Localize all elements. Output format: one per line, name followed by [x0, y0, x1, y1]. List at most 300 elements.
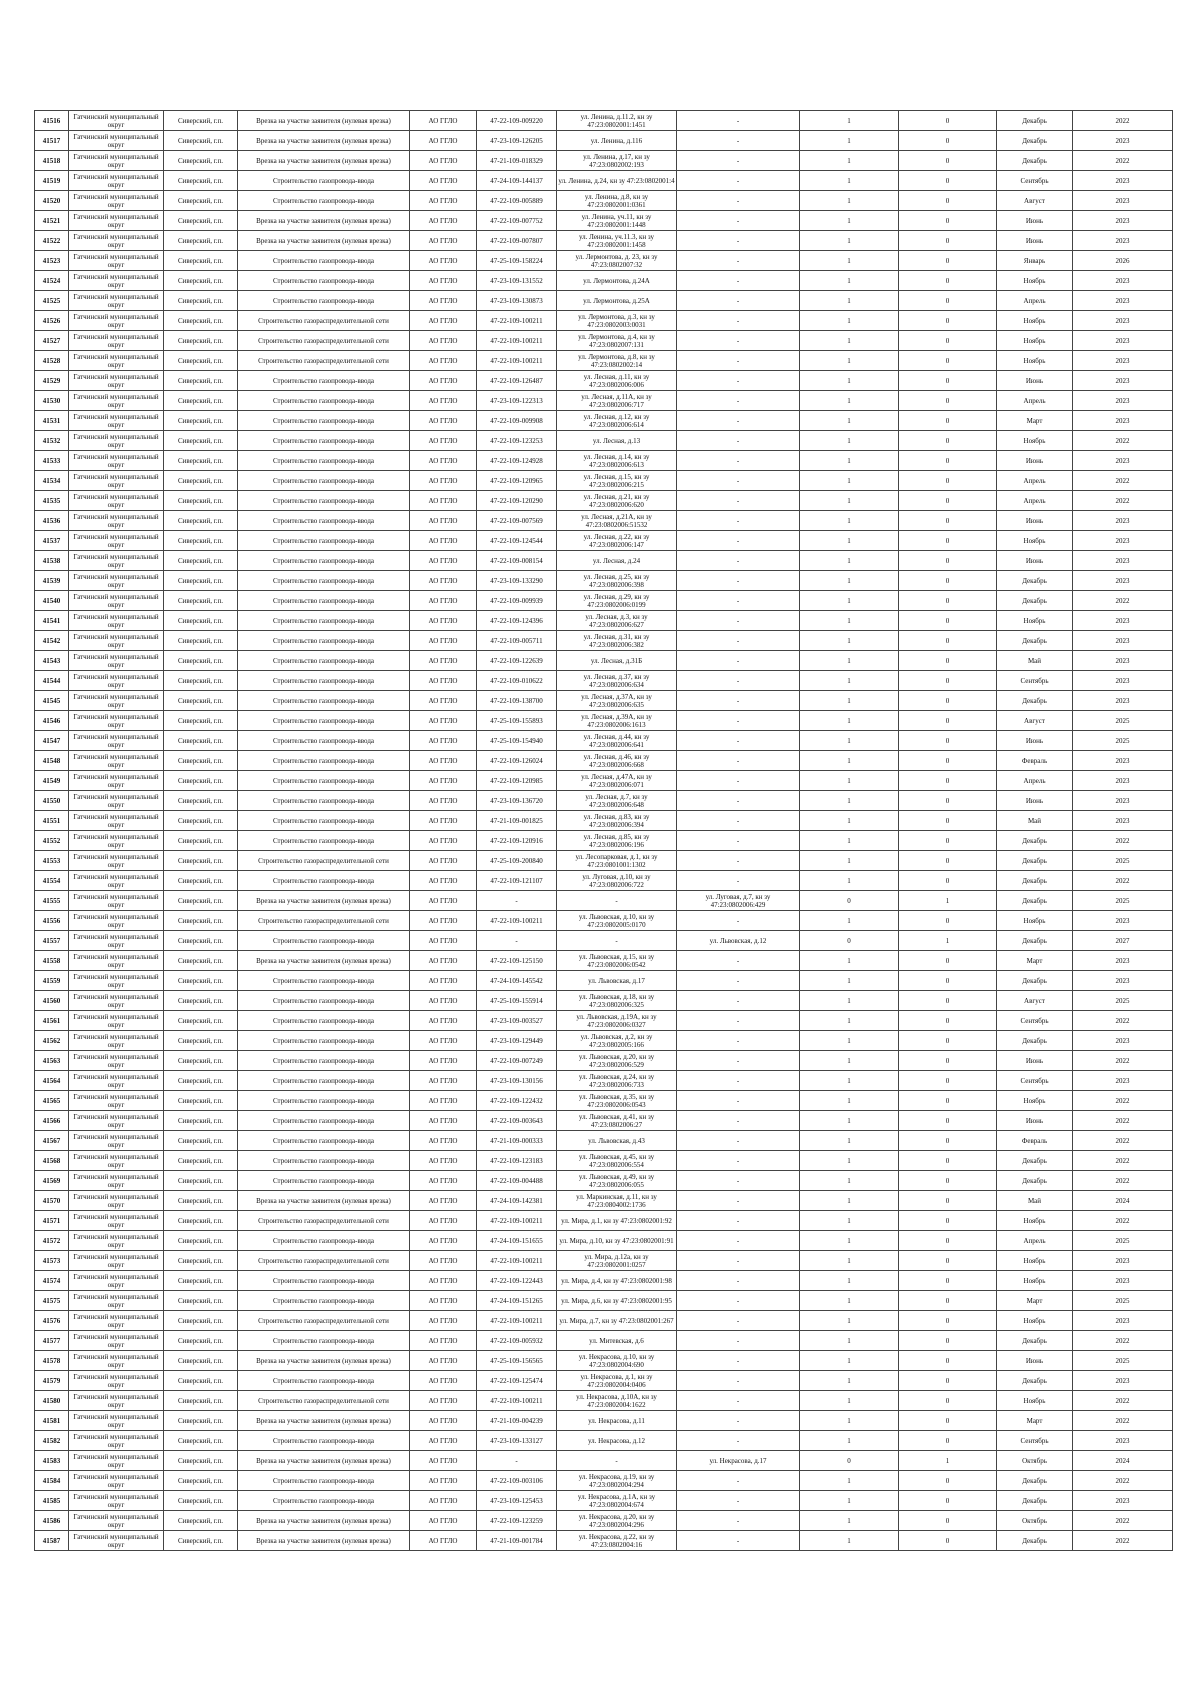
cell-qty_b: 0 — [899, 1171, 997, 1191]
cell-application: 47-21-109-001784 — [477, 1531, 557, 1551]
cell-application: 47-22-109-120290 — [477, 491, 557, 511]
cell-settlement: Сиверский, г.п. — [164, 311, 238, 331]
cell-address_a: ул. Львовская, д.19А, кн зу 47:23:0802006:0327 — [557, 1011, 677, 1031]
cell-year: 2023 — [1073, 1431, 1173, 1451]
cell-year: 2022 — [1073, 1511, 1173, 1531]
cell-address_b: - — [677, 1111, 800, 1131]
table-row — [35, 1091, 1173, 1111]
cell-month: Ноябрь — [997, 431, 1073, 451]
cell-address_b: - — [677, 1371, 800, 1391]
cell-qty_a: 1 — [800, 1251, 899, 1271]
cell-operator: АО ГГЛО — [410, 331, 477, 351]
cell-settlement: Сиверский, г.п. — [164, 831, 238, 851]
cell-application: 47-23-109-125453 — [477, 1491, 557, 1511]
cell-address_a: ул. Лесная, д.15, кн зу 47:23:0802006:215 — [557, 471, 677, 491]
cell-month: Декабрь — [997, 1471, 1073, 1491]
cell-address_a: ул. Львовская, д.10, кн зу 47:23:0802005:0170 — [557, 911, 677, 931]
cell-address_b: - — [677, 871, 800, 891]
cell-year: 2023 — [1073, 611, 1173, 631]
table-row — [35, 711, 1173, 731]
cell-qty_a: 1 — [800, 311, 899, 331]
cell-address_a: ул. Мира, д.1, кн зу 47:23:0802001:92 — [557, 1211, 677, 1231]
cell-year: 2022 — [1073, 1051, 1173, 1071]
cell-settlement: Сиверский, г.п. — [164, 1371, 238, 1391]
cell-address_a: ул. Лесная, д.29, кн зу 47:23:0802006:0199 — [557, 591, 677, 611]
cell-month: Декабрь — [997, 971, 1073, 991]
cell-address_b: - — [677, 1311, 800, 1331]
cell-no: 41536 — [35, 511, 69, 531]
table-row — [35, 811, 1173, 831]
cell-month: Август — [997, 191, 1073, 211]
cell-settlement: Сиверский, г.п. — [164, 1151, 238, 1171]
cell-qty_a: 1 — [800, 471, 899, 491]
cell-qty_a: 1 — [800, 171, 899, 191]
cell-operator: АО ГГЛО — [410, 291, 477, 311]
cell-month: Декабрь — [997, 571, 1073, 591]
cell-qty_a: 1 — [800, 291, 899, 311]
cell-address_b: - — [677, 691, 800, 711]
cell-address_a: ул. Лесная, д.31, кн зу 47:23:0802006:382 — [557, 631, 677, 651]
cell-qty_b: 0 — [899, 831, 997, 851]
cell-year: 2023 — [1073, 951, 1173, 971]
cell-year: 2023 — [1073, 1491, 1173, 1511]
cell-month: Сентябрь — [997, 1071, 1073, 1091]
cell-application: 47-23-109-129449 — [477, 1031, 557, 1051]
cell-month: Март — [997, 1411, 1073, 1431]
cell-no: 41559 — [35, 971, 69, 991]
cell-month: Декабрь — [997, 631, 1073, 651]
cell-address_a: ул. Некрасова, д.1, кн зу 47:23:0802004:0406 — [557, 1371, 677, 1391]
cell-no: 41571 — [35, 1211, 69, 1231]
cell-qty_a: 1 — [800, 1511, 899, 1531]
cell-address_b: - — [677, 611, 800, 631]
cell-month: Декабрь — [997, 1331, 1073, 1351]
cell-settlement: Сиверский, г.п. — [164, 191, 238, 211]
cell-address_b: - — [677, 251, 800, 271]
cell-address_a: ул. Ленина, уч.11.3, кн зу 47:23:0802001:1458 — [557, 231, 677, 251]
cell-address_a: ул. Львовская, д.2, кн зу 47:23:0802005:166 — [557, 1031, 677, 1051]
cell-month: Декабрь — [997, 591, 1073, 611]
cell-no: 41584 — [35, 1471, 69, 1491]
cell-application: 47-22-109-125150 — [477, 951, 557, 971]
cell-settlement: Сиверский, г.п. — [164, 531, 238, 551]
cell-work_type: Строительство газопровода-ввода — [238, 771, 410, 791]
cell-address_b: - — [677, 271, 800, 291]
cell-month: Сентябрь — [997, 1431, 1073, 1451]
cell-address_b: ул. Некрасова, д.17 — [677, 1451, 800, 1471]
cell-month: Ноябрь — [997, 1211, 1073, 1231]
cell-year: 2025 — [1073, 991, 1173, 1011]
cell-address_b: - — [677, 1351, 800, 1371]
cell-settlement: Сиверский, г.п. — [164, 811, 238, 831]
cell-qty_b: 0 — [899, 131, 997, 151]
cell-address_a: ул. Лесная, д.11, кн зу 47:23:0802006:006 — [557, 371, 677, 391]
cell-year: 2022 — [1073, 591, 1173, 611]
cell-address_b: - — [677, 171, 800, 191]
cell-address_b: - — [677, 1231, 800, 1251]
cell-address_b: - — [677, 811, 800, 831]
cell-operator: АО ГГЛО — [410, 1031, 477, 1051]
cell-municipality: Гатчинский муниципальный округ — [69, 131, 164, 151]
cell-application: 47-23-109-131552 — [477, 271, 557, 291]
cell-address_b: ул. Луговая, д.7, кн зу 47:23:0802006:429 — [677, 891, 800, 911]
cell-settlement: Сиверский, г.п. — [164, 291, 238, 311]
cell-work_type: Строительство газопровода-ввода — [238, 631, 410, 651]
cell-settlement: Сиверский, г.п. — [164, 1051, 238, 1071]
cell-address_b: - — [677, 1051, 800, 1071]
cell-operator: АО ГГЛО — [410, 1511, 477, 1531]
table-row — [35, 1451, 1173, 1471]
cell-month: Апрель — [997, 491, 1073, 511]
cell-application: 47-22-109-120965 — [477, 471, 557, 491]
cell-address_a: ул. Митевская, д.6 — [557, 1331, 677, 1351]
cell-work_type: Строительство газораспределительной сети — [238, 1311, 410, 1331]
table-row — [35, 1331, 1173, 1351]
cell-qty_a: 1 — [800, 591, 899, 611]
cell-address_a: ул. Некрасова, д.19, кн зу 47:23:0802004:294 — [557, 1471, 677, 1491]
cell-year: 2023 — [1073, 331, 1173, 351]
cell-qty_b: 0 — [899, 811, 997, 831]
cell-settlement: Сиверский, г.п. — [164, 371, 238, 391]
cell-qty_b: 0 — [899, 991, 997, 1011]
cell-operator: АО ГГЛО — [410, 1371, 477, 1391]
cell-year: 2023 — [1073, 1271, 1173, 1291]
cell-month: Апрель — [997, 291, 1073, 311]
table-row — [35, 1231, 1173, 1251]
cell-address_a: ул. Ленина, д.17, кн зу 47:23:0802002:193 — [557, 151, 677, 171]
cell-operator: АО ГГЛО — [410, 1051, 477, 1071]
cell-qty_a: 1 — [800, 1091, 899, 1111]
cell-settlement: Сиверский, г.п. — [164, 931, 238, 951]
table-row — [35, 1011, 1173, 1031]
cell-work_type: Строительство газопровода-ввода — [238, 531, 410, 551]
cell-application: 47-22-109-005889 — [477, 191, 557, 211]
cell-qty_a: 1 — [800, 251, 899, 271]
cell-operator: АО ГГЛО — [410, 751, 477, 771]
cell-work_type: Врезка на участке заявителя (нулевая врезка) — [238, 1511, 410, 1531]
cell-address_b: - — [677, 1071, 800, 1091]
table-row — [35, 731, 1173, 751]
cell-no: 41528 — [35, 351, 69, 371]
cell-address_a: ул. Львовская, д.18, кн зу 47:23:0802006:325 — [557, 991, 677, 1011]
cell-settlement: Сиверский, г.п. — [164, 971, 238, 991]
cell-settlement: Сиверский, г.п. — [164, 1091, 238, 1111]
cell-no: 41518 — [35, 151, 69, 171]
table-row — [35, 391, 1173, 411]
cell-municipality: Гатчинский муниципальный округ — [69, 331, 164, 351]
table-row — [35, 171, 1173, 191]
cell-work_type: Строительство газопровода-ввода — [238, 811, 410, 831]
cell-settlement: Сиверский, г.п. — [164, 171, 238, 191]
cell-address_b: - — [677, 1391, 800, 1411]
cell-settlement: Сиверский, г.п. — [164, 651, 238, 671]
cell-address_b: - — [677, 1211, 800, 1231]
cell-qty_a: 1 — [800, 531, 899, 551]
cell-year: 2023 — [1073, 671, 1173, 691]
cell-work_type: Строительство газопровода-ввода — [238, 791, 410, 811]
cell-qty_b: 0 — [899, 331, 997, 351]
cell-year: 2025 — [1073, 1291, 1173, 1311]
cell-application: - — [477, 1451, 557, 1471]
cell-municipality: Гатчинский муниципальный округ — [69, 351, 164, 371]
cell-municipality: Гатчинский муниципальный округ — [69, 211, 164, 231]
cell-operator: АО ГГЛО — [410, 451, 477, 471]
table-row — [35, 1191, 1173, 1211]
cell-municipality: Гатчинский муниципальный округ — [69, 771, 164, 791]
cell-operator: АО ГГЛО — [410, 1291, 477, 1311]
cell-month: Ноябрь — [997, 1391, 1073, 1411]
cell-qty_b: 0 — [899, 731, 997, 751]
cell-operator: АО ГГЛО — [410, 1091, 477, 1111]
cell-municipality: Гатчинский муниципальный округ — [69, 951, 164, 971]
cell-month: Ноябрь — [997, 1091, 1073, 1111]
cell-qty_b: 0 — [899, 351, 997, 371]
table-row — [35, 511, 1173, 531]
cell-application: 47-22-109-100211 — [477, 311, 557, 331]
cell-operator: АО ГГЛО — [410, 1171, 477, 1191]
cell-municipality: Гатчинский муниципальный округ — [69, 1351, 164, 1371]
cell-qty_b: 0 — [899, 1431, 997, 1451]
table-row — [35, 191, 1173, 211]
cell-address_b: - — [677, 111, 800, 131]
cell-address_a: ул. Лесная, д.11А, кн зу 47:23:0802006:717 — [557, 391, 677, 411]
cell-application: 47-23-109-003527 — [477, 1011, 557, 1031]
cell-year: 2022 — [1073, 1151, 1173, 1171]
cell-month: Июнь — [997, 1351, 1073, 1371]
cell-address_a: ул. Львовская, д.41, кн зу 47:23:0802006:27 — [557, 1111, 677, 1131]
cell-municipality: Гатчинский муниципальный округ — [69, 1431, 164, 1451]
cell-work_type: Врезка на участке заявителя (нулевая врезка) — [238, 1531, 410, 1551]
cell-settlement: Сиверский, г.п. — [164, 591, 238, 611]
cell-settlement: Сиверский, г.п. — [164, 1011, 238, 1031]
cell-municipality: Гатчинский муниципальный округ — [69, 411, 164, 431]
cell-address_a: ул. Лермонтова, д. 23, кн зу 47:23:0802007:32 — [557, 251, 677, 271]
cell-operator: АО ГГЛО — [410, 1331, 477, 1351]
cell-month: Май — [997, 1191, 1073, 1211]
cell-work_type: Строительство газопровода-ввода — [238, 271, 410, 291]
cell-year: 2022 — [1073, 431, 1173, 451]
cell-qty_b: 0 — [899, 1511, 997, 1531]
cell-work_type: Врезка на участке заявителя (нулевая врезка) — [238, 1451, 410, 1471]
cell-month: Декабрь — [997, 931, 1073, 951]
cell-no: 41586 — [35, 1511, 69, 1531]
cell-application: 47-25-109-156565 — [477, 1351, 557, 1371]
cell-qty_b: 0 — [899, 1411, 997, 1431]
cell-municipality: Гатчинский муниципальный округ — [69, 231, 164, 251]
cell-month: Ноябрь — [997, 351, 1073, 371]
cell-qty_a: 1 — [800, 1491, 899, 1511]
table-row — [35, 691, 1173, 711]
cell-address_a: ул. Лесная, д.7, кн зу 47:23:0802006:648 — [557, 791, 677, 811]
table-row — [35, 1471, 1173, 1491]
cell-address_a: - — [557, 1451, 677, 1471]
cell-month: Апрель — [997, 771, 1073, 791]
cell-application: 47-25-109-155914 — [477, 991, 557, 1011]
cell-no: 41545 — [35, 691, 69, 711]
cell-year: 2023 — [1073, 811, 1173, 831]
cell-address_b: - — [677, 911, 800, 931]
cell-address_a: ул. Лесная, д.13 — [557, 431, 677, 451]
cell-qty_a: 1 — [800, 791, 899, 811]
cell-work_type: Строительство газопровода-ввода — [238, 1031, 410, 1051]
cell-address_a: ул. Лесная, д.21А, кн зу 47:23:0802006:51532 — [557, 511, 677, 531]
cell-qty_a: 1 — [800, 1411, 899, 1431]
cell-settlement: Сиверский, г.п. — [164, 1071, 238, 1091]
cell-qty_b: 1 — [899, 931, 997, 951]
cell-municipality: Гатчинский муниципальный округ — [69, 931, 164, 951]
cell-year: 2023 — [1073, 1371, 1173, 1391]
cell-qty_b: 0 — [899, 1231, 997, 1251]
cell-operator: АО ГГЛО — [410, 1251, 477, 1271]
cell-settlement: Сиверский, г.п. — [164, 631, 238, 651]
cell-month: Ноябрь — [997, 311, 1073, 331]
cell-municipality: Гатчинский муниципальный округ — [69, 751, 164, 771]
cell-settlement: Сиверский, г.п. — [164, 991, 238, 1011]
cell-qty_a: 1 — [800, 1151, 899, 1171]
cell-year: 2023 — [1073, 631, 1173, 651]
cell-municipality: Гатчинский муниципальный округ — [69, 911, 164, 931]
cell-no: 41552 — [35, 831, 69, 851]
cell-qty_a: 1 — [800, 691, 899, 711]
cell-operator: АО ГГЛО — [410, 1351, 477, 1371]
cell-qty_b: 0 — [899, 451, 997, 471]
cell-operator: АО ГГЛО — [410, 1411, 477, 1431]
cell-month: Сентябрь — [997, 671, 1073, 691]
cell-month: Май — [997, 811, 1073, 831]
cell-operator: АО ГГЛО — [410, 131, 477, 151]
cell-application: 47-22-109-005711 — [477, 631, 557, 651]
table-row — [35, 1151, 1173, 1171]
cell-address_a: ул. Некрасова, д.12 — [557, 1431, 677, 1451]
cell-operator: АО ГГЛО — [410, 991, 477, 1011]
cell-qty_b: 0 — [899, 1531, 997, 1551]
cell-address_b: - — [677, 391, 800, 411]
cell-operator: АО ГГЛО — [410, 1431, 477, 1451]
cell-address_a: ул. Ленина, д.116 — [557, 131, 677, 151]
cell-settlement: Сиверский, г.п. — [164, 1311, 238, 1331]
table-row — [35, 271, 1173, 291]
cell-year: 2023 — [1073, 571, 1173, 591]
cell-operator: АО ГГЛО — [410, 911, 477, 931]
cell-address_a: ул. Лермонтова, д.25А — [557, 291, 677, 311]
cell-municipality: Гатчинский муниципальный округ — [69, 391, 164, 411]
cell-settlement: Сиверский, г.п. — [164, 231, 238, 251]
cell-no: 41581 — [35, 1411, 69, 1431]
cell-application: 47-24-109-144137 — [477, 171, 557, 191]
cell-year: 2022 — [1073, 491, 1173, 511]
cell-operator: АО ГГЛО — [410, 791, 477, 811]
cell-municipality: Гатчинский муниципальный округ — [69, 1031, 164, 1051]
table-row — [35, 211, 1173, 231]
cell-operator: АО ГГЛО — [410, 711, 477, 731]
cell-municipality: Гатчинский муниципальный округ — [69, 691, 164, 711]
cell-municipality: Гатчинский муниципальный округ — [69, 811, 164, 831]
cell-settlement: Сиверский, г.п. — [164, 491, 238, 511]
cell-no: 41554 — [35, 871, 69, 891]
cell-year: 2023 — [1073, 971, 1173, 991]
cell-application: 47-25-109-158224 — [477, 251, 557, 271]
cell-work_type: Строительство газопровода-ввода — [238, 971, 410, 991]
cell-qty_a: 1 — [800, 131, 899, 151]
cell-municipality: Гатчинский муниципальный округ — [69, 371, 164, 391]
cell-year: 2022 — [1073, 1091, 1173, 1111]
cell-settlement: Сиверский, г.п. — [164, 251, 238, 271]
cell-work_type: Строительство газораспределительной сети — [238, 1211, 410, 1231]
cell-month: Март — [997, 951, 1073, 971]
cell-address_a: ул. Мира, д.4, кн зу 47:23:0802001:98 — [557, 1271, 677, 1291]
cell-application: 47-23-109-136720 — [477, 791, 557, 811]
cell-qty_a: 1 — [800, 651, 899, 671]
cell-no: 41587 — [35, 1531, 69, 1551]
cell-no: 41525 — [35, 291, 69, 311]
cell-address_a: ул. Некрасова, д.10, кн зу 47:23:0802004:690 — [557, 1351, 677, 1371]
cell-year: 2023 — [1073, 191, 1173, 211]
cell-no: 41547 — [35, 731, 69, 751]
cell-operator: АО ГГЛО — [410, 1151, 477, 1171]
cell-address_b: - — [677, 991, 800, 1011]
cell-work_type: Строительство газопровода-ввода — [238, 651, 410, 671]
cell-operator: АО ГГЛО — [410, 1111, 477, 1131]
cell-no: 41553 — [35, 851, 69, 871]
cell-work_type: Строительство газопровода-ввода — [238, 571, 410, 591]
cell-settlement: Сиверский, г.п. — [164, 1171, 238, 1191]
cell-address_b: - — [677, 1011, 800, 1031]
cell-qty_a: 1 — [800, 731, 899, 751]
cell-application: 47-21-109-001825 — [477, 811, 557, 831]
cell-address_a: ул. Лесная, д.37А, кн зу 47:23:0802006:635 — [557, 691, 677, 711]
cell-qty_a: 1 — [800, 411, 899, 431]
cell-no: 41578 — [35, 1351, 69, 1371]
cell-year: 2023 — [1073, 271, 1173, 291]
cell-application: 47-22-109-123183 — [477, 1151, 557, 1171]
cell-address_a: ул. Лермонтова, д.4, кн зу 47:23:0802007:131 — [557, 331, 677, 351]
cell-address_b: - — [677, 711, 800, 731]
table-row — [35, 371, 1173, 391]
cell-settlement: Сиверский, г.п. — [164, 791, 238, 811]
cell-operator: АО ГГЛО — [410, 1311, 477, 1331]
cell-address_a: ул. Лесопарковая, д.1, кн зу 47:23:0801001:1302 — [557, 851, 677, 871]
cell-municipality: Гатчинский муниципальный округ — [69, 511, 164, 531]
cell-settlement: Сиверский, г.п. — [164, 1251, 238, 1271]
cell-operator: АО ГГЛО — [410, 251, 477, 271]
table-row — [35, 411, 1173, 431]
cell-no: 41517 — [35, 131, 69, 151]
cell-address_b: - — [677, 591, 800, 611]
cell-qty_b: 0 — [899, 871, 997, 891]
cell-no: 41542 — [35, 631, 69, 651]
cell-no: 41526 — [35, 311, 69, 331]
cell-address_a: ул. Львовская, д.20, кн зу 47:23:0802006:529 — [557, 1051, 677, 1071]
cell-operator: АО ГГЛО — [410, 171, 477, 191]
cell-operator: АО ГГЛО — [410, 311, 477, 331]
cell-work_type: Строительство газопровода-ввода — [238, 291, 410, 311]
cell-settlement: Сиверский, г.п. — [164, 431, 238, 451]
cell-month: Июнь — [997, 211, 1073, 231]
cell-settlement: Сиверский, г.п. — [164, 571, 238, 591]
cell-settlement: Сиверский, г.п. — [164, 731, 238, 751]
cell-operator: АО ГГЛО — [410, 671, 477, 691]
cell-address_a: ул. Львовская, д.35, кн зу 47:23:0802006:0543 — [557, 1091, 677, 1111]
cell-work_type: Врезка на участке заявителя (нулевая врезка) — [238, 1191, 410, 1211]
cell-year: 2022 — [1073, 1411, 1173, 1431]
cell-month: Декабрь — [997, 891, 1073, 911]
cell-operator: АО ГГЛО — [410, 271, 477, 291]
cell-operator: АО ГГЛО — [410, 491, 477, 511]
cell-qty_b: 0 — [899, 631, 997, 651]
cell-qty_a: 0 — [800, 931, 899, 951]
cell-qty_a: 1 — [800, 1531, 899, 1551]
cell-application: - — [477, 931, 557, 951]
